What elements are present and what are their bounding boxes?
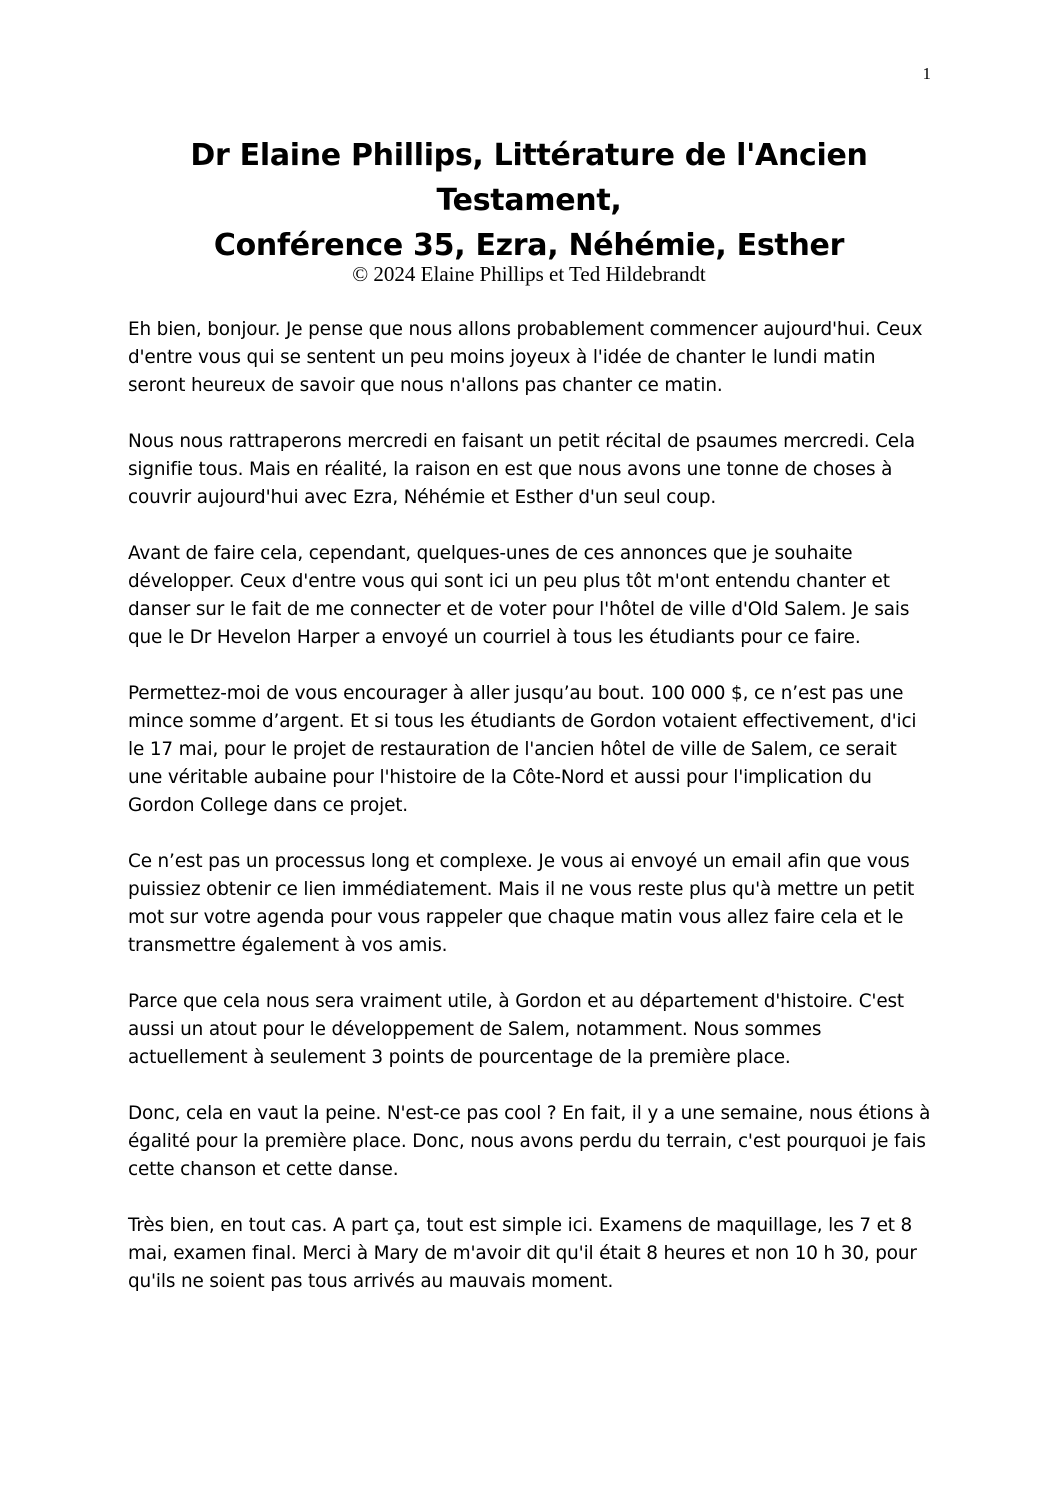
paragraph-5: Ce n’est pas un processus long et complexe. Je vous ai envoyé un email afin que vous puissiez obtenir ce lien immédiatement. Mais il ne vous reste plus qu'à mettre un petit mot sur votre agenda pour vous rappeler que chaque matin vous allez faire cela et le transmettre également à vos amis. [128, 851, 915, 956]
paragraph-4: Permettez-moi de vous encourager à aller jusqu’au bout. 100 000 $, ce n’est pas une mince somme d’argent. Et si tous les étudiants de Gordon votaient effectivement, d'ici le 17 mai, pour le projet de restauration de l'ancien hôtel de ville de Salem, ce serait une véritable aubaine pour l'histoire de la Côte-Nord et aussi pour l'implication du Gordon College dans ce projet. [128, 683, 917, 816]
page-number: 1 [922, 64, 931, 83]
document-title-line-2: Testament, [436, 183, 622, 218]
paragraph-8: Très bien, en tout cas. A part ça, tout est simple ici. Examens de maquillage, les 7 et 8 mai, examen final. Merci à Mary de m'avoir dit qu'il était 8 heures et non 10 h 30, pour qu'ils ne soient pas tous arrivés au mauvais moment. [128, 1215, 917, 1292]
document-title-line-1: Dr Elaine Phillips, Littérature de l'Ancien [190, 138, 868, 173]
paragraph-3: Avant de faire cela, cependant, quelques-unes de ces annonces que je souhaite développer. Ceux d'entre vous qui sont ici un peu plus tôt m'ont entendu chanter et danser sur le fait de me connecter et de voter pour l'hôtel de ville d'Old Salem. Je sais que le Dr Hevelon Harper a envoyé un courriel à tous les étudiants pour ce faire. [128, 543, 910, 648]
copyright-notice: © 2024 Elaine Phillips et Ted Hildebrandt [352, 262, 706, 286]
paragraph-6: Parce que cela nous sera vraiment utile, à Gordon et au département d'histoire. C'est aussi un atout pour le développement de Salem, notamment. Nous sommes actuellement à seulement 3 points de pourcentage de la première place. [128, 991, 904, 1068]
paragraph-1: Eh bien, bonjour. Je pense que nous allons probablement commencer aujourd'hui. Ceux d'entre vous qui se sentent un peu moins joyeux à l'idée de chanter le lundi matin seront heureux de savoir que nous n'allons pas chanter ce matin. [128, 319, 923, 396]
paragraph-7: Donc, cela en vaut la peine. N'est-ce pas cool ? En fait, il y a une semaine, nous étions à égalité pour la première place. Donc, nous avons perdu du terrain, c'est pourquoi je fais cette chanson et cette danse. [128, 1103, 931, 1180]
paragraph-2: Nous nous rattraperons mercredi en faisant un petit récital de psaumes mercredi. Cela signifie tous. Mais en réalité, la raison en est que nous avons une tonne de choses à couvrir aujourd'hui avec Ezra, Néhémie et Esther d'un seul coup. [128, 431, 916, 508]
document-body [128, 316, 933, 1324]
document-header [0, 133, 1058, 286]
document-title-line-3: Conférence 35, Ezra, Néhémie, Esther [213, 228, 845, 263]
